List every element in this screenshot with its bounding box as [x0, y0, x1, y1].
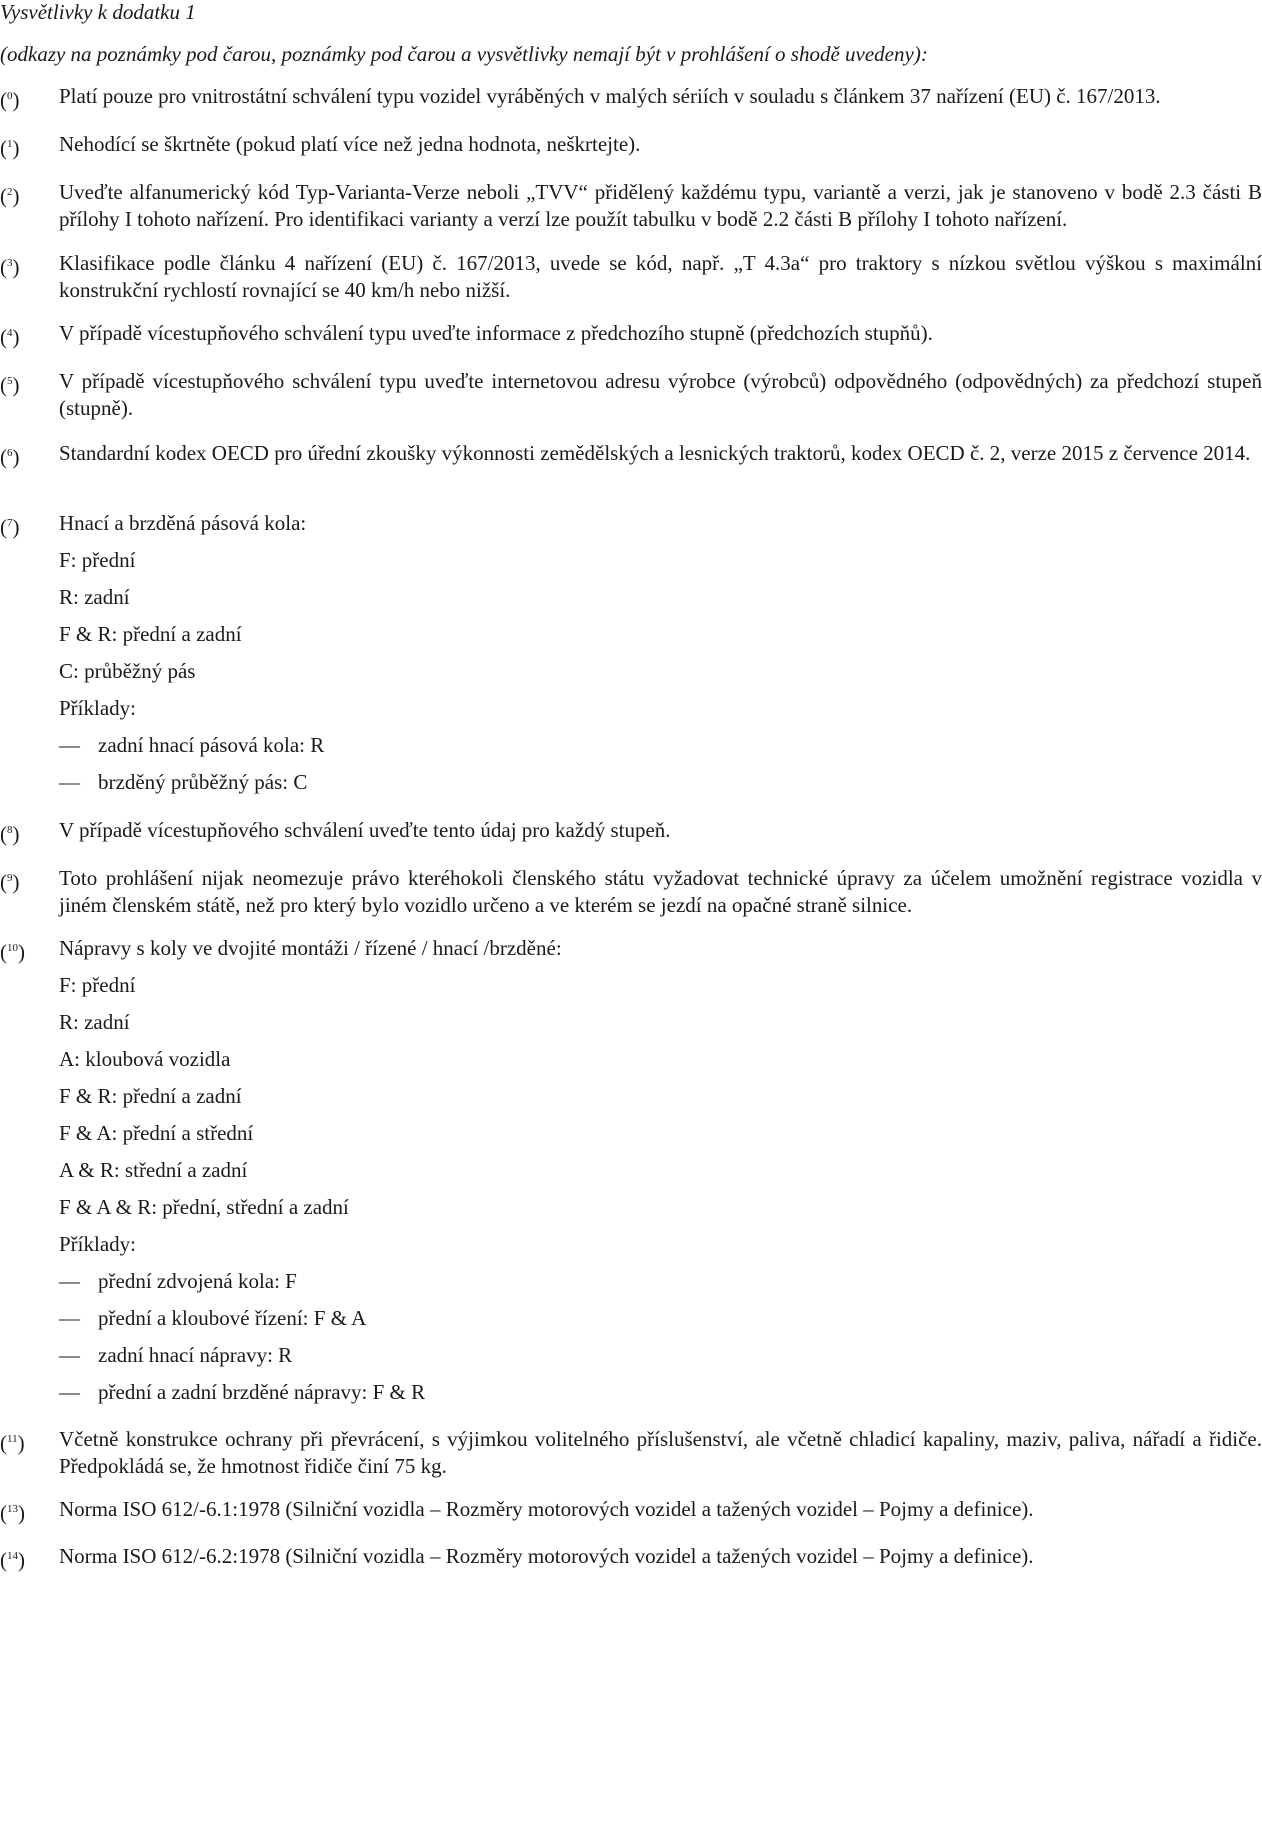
- footnote-marker: [0, 1543, 25, 1574]
- footnote-number: 6: [7, 447, 13, 459]
- marker-close-paren: ): [17, 1431, 25, 1455]
- marker-open-paren: (: [0, 373, 7, 397]
- footnote-text: Uveďte alfanumerický kód Typ-Varianta-Verze neboli „TVV“ přidělený každému typu, variantě a verzi, jak je stanoveno v bodě 2.3 části B přílohy I tohoto nařízení. Pro identifikaci varianty a verzí lze použít tabulku v bodě 2.2 části B přílohy I tohoto nařízení.: [59, 180, 1262, 231]
- footnote-text: Norma ISO 612/-6.1:1978 (Silniční vozidla – Rozměry motorových vozidel a tažených vozidel – Pojmy a definice).: [59, 1497, 1034, 1521]
- marker-open-paren: (: [0, 325, 7, 349]
- footnote-marker: [0, 510, 20, 541]
- example-text: zadní hnací nápravy: R: [98, 1343, 293, 1367]
- marker-open-paren: (: [0, 870, 7, 894]
- footnote-marker: [0, 1496, 25, 1527]
- footnote-text: Klasifikace podle článku 4 nařízení (EU) č. 167/2013, uvede se kód, např. „T 4.3a“ pro traktory s nízkou světlou výškou s maximální konstrukční rychlostí rovnající se 40 km/h nebo nižší.: [59, 251, 1262, 302]
- dash-bullet: —: [59, 770, 80, 794]
- marker-close-paren: ): [12, 184, 20, 208]
- footnote-number: 3: [7, 257, 13, 269]
- dash-bullet: —: [59, 1269, 80, 1293]
- page-subtitle: (odkazy na poznámky pod čarou, poznámky pod čarou a vysvětlivky nemají být v prohlášení o shodě uvedeny):: [0, 42, 928, 66]
- marker-open-paren: (: [0, 822, 7, 846]
- marker-close-paren: ): [12, 822, 20, 846]
- footnote-number: 4: [7, 327, 13, 339]
- footnote-text: Toto prohlášení nijak neomezuje právo kteréhokoli členského státu vyžadovat technické úpravy za účelem umožnění registrace vozidla v jiném členském státě, než pro který bylo vozidlo určeno a ve kterém se jezdí na opačné straně silnice.: [59, 866, 1262, 917]
- footnote-list-item: A: kloubová vozidla: [59, 1047, 231, 1071]
- footnote-marker: [0, 440, 20, 471]
- marker-open-paren: (: [0, 940, 7, 964]
- dash-bullet: —: [59, 733, 80, 757]
- footnote-example-item: [59, 1379, 425, 1406]
- marker-open-paren: (: [0, 1501, 7, 1525]
- footnote-marker: [0, 320, 20, 351]
- footnote-marker: [0, 817, 20, 848]
- marker-open-paren: (: [0, 88, 7, 112]
- marker-close-paren: ): [12, 445, 20, 469]
- example-text: přední a zadní brzděné nápravy: F & R: [98, 1380, 426, 1404]
- marker-open-paren: (: [0, 1548, 7, 1572]
- example-text: přední a kloubové řízení: F & A: [98, 1306, 367, 1330]
- footnote-text: V případě vícestupňového schválení uveďte tento údaj pro každý stupeň.: [59, 818, 671, 842]
- footnote-number: 8: [7, 824, 13, 836]
- footnote-text: Platí pouze pro vnitrostátní schválení typu vozidel vyráběných v malých sériích v souladu s článkem 37 nařízení (EU) č. 167/2013.: [59, 84, 1161, 108]
- dash-bullet: —: [59, 1306, 80, 1330]
- example-text: zadní hnací pásová kola: R: [98, 733, 325, 757]
- footnote-number: 14: [7, 1550, 18, 1562]
- marker-close-paren: ): [18, 940, 25, 964]
- footnote-text: Nehodící se škrtněte (pokud platí více než jedna hodnota, neškrtejte).: [59, 132, 641, 156]
- marker-open-paren: (: [0, 445, 7, 469]
- marker-open-paren: (: [0, 184, 7, 208]
- footnote-marker: [0, 131, 20, 162]
- marker-close-paren: ): [12, 136, 20, 160]
- footnote-number: 5: [7, 375, 13, 387]
- footnote-example-item: [59, 1342, 292, 1369]
- footnote-text: Standardní kodex OECD pro úřední zkoušky výkonnosti zemědělských a lesnických traktorů, kodex OECD č. 2, verze 2015 z července 2014.: [59, 441, 1251, 465]
- footnote-marker: [0, 935, 25, 966]
- footnote-list-item: Příklady:: [59, 1232, 136, 1256]
- marker-close-paren: ): [12, 88, 20, 112]
- footnote-list-item: F & R: přední a zadní: [59, 1084, 242, 1108]
- footnote-text: Hnací a brzděná pásová kola:: [59, 511, 307, 535]
- marker-close-paren: ): [12, 870, 20, 894]
- marker-open-paren: (: [0, 515, 7, 539]
- footnote-example-item: [59, 769, 307, 796]
- marker-close-paren: ): [18, 1548, 25, 1572]
- footnote-number: 11: [7, 1433, 18, 1445]
- marker-close-paren: ): [12, 255, 20, 279]
- footnote-example-item: [59, 1305, 366, 1332]
- footnote-list-item: Příklady:: [59, 696, 136, 720]
- marker-open-paren: (: [0, 1431, 7, 1455]
- dash-bullet: —: [59, 1343, 80, 1367]
- footnote-list-item: F: přední: [59, 973, 136, 997]
- marker-open-paren: (: [0, 255, 7, 279]
- footnote-example-item: [59, 732, 324, 759]
- marker-close-paren: ): [18, 1501, 25, 1525]
- footnote-example-item: [59, 1268, 297, 1295]
- footnote-list-item: R: zadní: [59, 585, 130, 609]
- example-text: brzděný průběžný pás: C: [98, 770, 308, 794]
- footnote-number: 0: [7, 90, 13, 102]
- marker-close-paren: ): [12, 373, 20, 397]
- footnote-text: Norma ISO 612/-6.2:1978 (Silniční vozidla – Rozměry motorových vozidel a tažených vozidel – Pojmy a definice).: [59, 1544, 1034, 1568]
- footnote-text: Včetně konstrukce ochrany při převrácení, s výjimkou volitelného příslušenství, ale včetně chladicí kapaliny, maziv, paliva, nářadí a řidiče. Předpokládá se, že hmotnost řidiče činí 75 kg.: [59, 1427, 1262, 1478]
- footnote-marker: [0, 368, 20, 399]
- footnote-list-item: F & A: přední a střední: [59, 1121, 254, 1145]
- footnote-number: 10: [7, 942, 18, 954]
- dash-bullet: —: [59, 1380, 80, 1404]
- footnote-text: V případě vícestupňového schválení typu uveďte internetovou adresu výrobce (výrobců) odpovědného (odpovědných) za předchozí stupeň (stupně).: [59, 369, 1262, 420]
- footnote-number: 1: [7, 138, 13, 150]
- example-text: přední zdvojená kola: F: [98, 1269, 297, 1293]
- marker-close-paren: ): [12, 325, 20, 349]
- marker-open-paren: (: [0, 136, 7, 160]
- footnote-marker: [0, 83, 20, 114]
- footnote-marker: [0, 250, 20, 281]
- footnote-list-item: F & A & R: přední, střední a zadní: [59, 1195, 349, 1219]
- footnote-list-item: R: zadní: [59, 1010, 130, 1034]
- footnote-text: Nápravy s koly ve dvojité montáži / řízené / hnací /brzděné:: [59, 936, 562, 960]
- marker-close-paren: ): [12, 515, 20, 539]
- footnote-number: 13: [7, 1503, 18, 1515]
- footnote-list-item: F: přední: [59, 548, 136, 572]
- footnote-list-item: F & R: přední a zadní: [59, 622, 242, 646]
- footnote-marker: [0, 865, 20, 896]
- footnote-number: 7: [7, 517, 13, 529]
- footnote-text: V případě vícestupňového schválení typu uveďte informace z předchozího stupně (předchozích stupňů).: [59, 321, 933, 345]
- footnote-number: 2: [7, 186, 13, 198]
- footnote-marker: [0, 1426, 25, 1457]
- footnote-marker: [0, 179, 20, 210]
- footnote-list-item: A & R: střední a zadní: [59, 1158, 248, 1182]
- footnote-number: 9: [7, 872, 13, 884]
- page-title: Vysvětlivky k dodatku 1: [0, 0, 196, 24]
- footnote-list-item: C: průběžný pás: [59, 659, 196, 683]
